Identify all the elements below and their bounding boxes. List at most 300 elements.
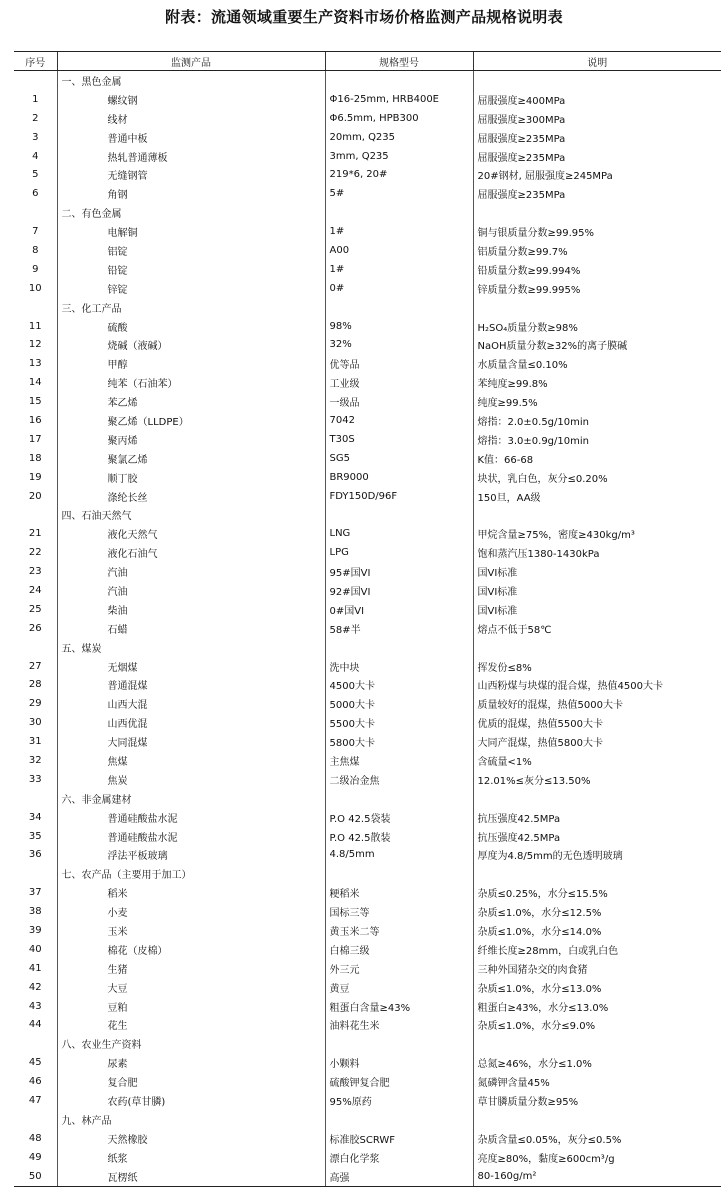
section-name: 七、农产品（主要用于加工）: [57, 864, 325, 883]
product-name: 山西大混: [57, 694, 325, 713]
product-spec: 32%: [325, 335, 473, 354]
product-name: 汽油: [57, 581, 325, 600]
row-number: 1: [32, 93, 39, 105]
section-spec-cell: [325, 203, 473, 222]
table-row: [14, 921, 721, 940]
table-row: [14, 562, 721, 581]
row-number: 46: [28, 1076, 42, 1088]
section-no-cell: [14, 1110, 57, 1129]
product-note: 大同产混煤，热值5800大卡: [473, 732, 721, 751]
row-number: 14: [28, 377, 42, 389]
row-number: 31: [28, 736, 42, 748]
section-name: 三、化工产品: [57, 298, 325, 317]
row-number: 48: [28, 1132, 42, 1144]
product-spec: 5500大卡: [325, 713, 473, 732]
row-number: 50: [14, 1167, 57, 1186]
row-number: 42: [28, 981, 42, 993]
section-no-cell: [14, 1034, 57, 1053]
section-spec-cell: [325, 1034, 473, 1053]
table-row: [14, 978, 721, 997]
product-spec: 白棉三级: [325, 940, 473, 959]
table-row: [14, 392, 721, 411]
row-number: 20: [28, 490, 42, 502]
product-spec: 主焦煤: [325, 751, 473, 770]
product-note: 锌质量分数≥99.995%: [473, 279, 721, 298]
product-note: 氮磷钾含量45%: [473, 1072, 721, 1091]
section-name: 六、非金属建材: [57, 789, 325, 808]
product-name: 螺纹钢: [57, 90, 325, 109]
section-row: [14, 505, 721, 524]
product-spec: 5#: [325, 184, 473, 203]
product-note: 熔指：2.0±0.5g/10min: [473, 411, 721, 430]
product-name: 大豆: [57, 978, 325, 997]
product-note: 铅质量分数≥99.994%: [473, 260, 721, 279]
product-spec: Φ16-25mm, HRB400E: [325, 90, 473, 109]
row-number: 47: [28, 1095, 42, 1107]
product-name: 电解铜: [57, 222, 325, 241]
product-note: 山西粉煤与块煤的混合煤，热值4500大卡: [473, 676, 721, 695]
row-number: 19: [28, 471, 42, 483]
table-row: [14, 1129, 721, 1148]
product-spec: BR9000: [325, 468, 473, 487]
table-row: [14, 997, 721, 1016]
section-note-cell: [473, 1110, 721, 1129]
table-row: [14, 1053, 721, 1072]
product-spec: 标准胶SCRWF: [325, 1129, 473, 1148]
section-no-cell: [14, 71, 57, 90]
table-row: [14, 543, 721, 562]
product-name: 玉米: [57, 921, 325, 940]
section-no-cell: [14, 638, 57, 657]
table-row: [14, 373, 721, 392]
product-spec: 黄玉米二等: [325, 921, 473, 940]
product-spec: 小颗料: [325, 1053, 473, 1072]
row-number: 11: [28, 320, 42, 332]
header-no: 序号: [14, 52, 57, 71]
product-spec: 洗中块: [325, 657, 473, 676]
table-row: [14, 430, 721, 449]
product-spec: P.O 42.5散装: [325, 827, 473, 846]
product-spec: 4500大卡: [325, 676, 473, 695]
row-number: 17: [28, 433, 42, 445]
table-row: [14, 657, 721, 676]
product-note: 粗蛋白≥43%，水分≤13.0%: [473, 997, 721, 1016]
table-row: [14, 827, 721, 846]
product-spec: 92#国VI: [325, 581, 473, 600]
product-spec: LPG: [325, 543, 473, 562]
row-number: 29: [28, 698, 42, 710]
product-note: 抗压强度42.5MPa: [473, 827, 721, 846]
product-note: 含硫量<1%: [473, 751, 721, 770]
table-row: [14, 1167, 721, 1186]
product-spec: LNG: [325, 524, 473, 543]
product-note: 屈服强度≥235MPa: [473, 184, 721, 203]
product-note: 饱和蒸汽压1380-1430kPa: [473, 543, 721, 562]
product-note: 厚度为4.8/5mm的无色透明玻璃: [473, 846, 721, 865]
table-body: [14, 71, 721, 1187]
table-row: [14, 128, 721, 147]
section-row: [14, 298, 721, 317]
section-note-cell: [473, 864, 721, 883]
section-name: 八、农业生产资料: [57, 1034, 325, 1053]
row-number: 3: [32, 131, 39, 143]
table-row: [14, 770, 721, 789]
product-name: 顺丁胶: [57, 468, 325, 487]
product-note: H₂SO₄质量分数≥98%: [473, 317, 721, 336]
product-name: 汽油: [57, 562, 325, 581]
row-number: 23: [28, 566, 42, 578]
table-row: [14, 600, 721, 619]
row-number: 21: [28, 528, 42, 540]
product-note: 抗压强度42.5MPa: [473, 808, 721, 827]
product-spec: T30S: [325, 430, 473, 449]
product-note: 杂质≤0.25%，水分≤15.5%: [473, 883, 721, 902]
row-number: 37: [28, 887, 42, 899]
row-number: 22: [28, 547, 42, 559]
table-header-row: [14, 52, 721, 71]
product-note: 优质的混煤，热值5500大卡: [473, 713, 721, 732]
product-note: 挥发份≤8%: [473, 657, 721, 676]
row-number: 25: [28, 603, 42, 615]
table-row: [14, 1072, 721, 1091]
product-note: 12.01%≤灰分≤13.50%: [473, 770, 721, 789]
table-row: [14, 1091, 721, 1110]
section-spec-cell: [325, 789, 473, 808]
table-row: [14, 487, 721, 506]
product-note: 屈服强度≥235MPa: [473, 147, 721, 166]
table-row: [14, 524, 721, 543]
section-spec-cell: [325, 505, 473, 524]
product-name: 普通混煤: [57, 676, 325, 695]
product-name: 铝锭: [57, 241, 325, 260]
row-number: 44: [28, 1019, 42, 1031]
section-spec-cell: [325, 638, 473, 657]
product-note: 国VI标准: [473, 600, 721, 619]
product-note: 国VI标准: [473, 581, 721, 600]
table-row: [14, 411, 721, 430]
section-spec-cell: [325, 71, 473, 90]
product-name: 焦煤: [57, 751, 325, 770]
product-name: 生猪: [57, 959, 325, 978]
section-row: [14, 864, 721, 883]
table-row: [14, 222, 721, 241]
product-spec: 漂白化学浆: [325, 1148, 473, 1167]
row-number: 4: [32, 150, 39, 162]
product-note: 块状，乳白色，灰分≤0.20%: [473, 468, 721, 487]
product-spec: 95#国VI: [325, 562, 473, 581]
product-spec: 4.8/5mm: [325, 846, 473, 865]
product-note: 屈服强度≥235MPa: [473, 128, 721, 147]
section-note-cell: [473, 71, 721, 90]
row-number: 43: [28, 1000, 42, 1012]
product-name: 尿素: [57, 1053, 325, 1072]
product-spec: 粳稻米: [325, 883, 473, 902]
table-row: [14, 279, 721, 298]
row-number: 45: [28, 1057, 42, 1069]
section-note-cell: [473, 789, 721, 808]
table-row: [14, 694, 721, 713]
product-name: 铅锭: [57, 260, 325, 279]
section-no-cell: [14, 203, 57, 222]
header-product: 监测产品: [57, 52, 325, 71]
table-row: [14, 846, 721, 865]
row-number: 6: [32, 188, 39, 200]
section-note-cell: [473, 505, 721, 524]
product-name: 硫酸: [57, 317, 325, 336]
table-row: [14, 676, 721, 695]
row-number: 12: [28, 339, 42, 351]
product-spec: 0#国VI: [325, 600, 473, 619]
section-spec-cell: [325, 1110, 473, 1129]
table-row: [14, 883, 721, 902]
product-note: 熔指：3.0±0.9g/10min: [473, 430, 721, 449]
product-note: 三种外国猪杂交的肉食猪: [473, 959, 721, 978]
table-row: [14, 1016, 721, 1035]
product-note: 80-160g/m²: [473, 1167, 721, 1186]
section-name: 九、林产品: [57, 1110, 325, 1129]
product-name: 小麦: [57, 902, 325, 921]
table-row: [14, 90, 721, 109]
row-number: 7: [32, 226, 39, 238]
page-title: 附表：流通领域重要生产资料市场价格监测产品规格说明表: [165, 8, 563, 26]
row-number: 27: [28, 660, 42, 672]
product-note: 150旦，AA级: [473, 487, 721, 506]
table-row: [14, 751, 721, 770]
section-row: [14, 638, 721, 657]
table-row: [14, 581, 721, 600]
section-name: 五、煤炭: [57, 638, 325, 657]
product-note: 熔点不低于58℃: [473, 619, 721, 638]
table-row: [14, 468, 721, 487]
product-spec: 219*6, 20#: [325, 165, 473, 184]
product-name: 液化天然气: [57, 524, 325, 543]
row-number: 26: [28, 622, 42, 634]
row-number: 16: [28, 414, 42, 426]
product-note: K值：66-68: [473, 449, 721, 468]
product-name: 无缝钢管: [57, 165, 325, 184]
product-spec: 1#: [325, 260, 473, 279]
product-note: 20#钢材, 屈服强度≥245MPa: [473, 165, 721, 184]
product-note: 杂质≤1.0%，水分≤13.0%: [473, 978, 721, 997]
product-name: 大同混煤: [57, 732, 325, 751]
section-spec-cell: [325, 864, 473, 883]
product-name: 线材: [57, 109, 325, 128]
product-spec: 58#半: [325, 619, 473, 638]
table-row: [14, 713, 721, 732]
product-name: 角钢: [57, 184, 325, 203]
table-row: [14, 184, 721, 203]
product-name: 复合肥: [57, 1072, 325, 1091]
product-spec: 5800大卡: [325, 732, 473, 751]
table-row: [14, 147, 721, 166]
row-number: 41: [28, 962, 42, 974]
product-name: 焦炭: [57, 770, 325, 789]
row-number: 40: [28, 943, 42, 955]
row-number: 9: [32, 263, 39, 275]
product-name: 液化石油气: [57, 543, 325, 562]
section-note-cell: [473, 298, 721, 317]
product-spec: 98%: [325, 317, 473, 336]
product-spec: 优等品: [325, 354, 473, 373]
header-note: 说明: [473, 52, 721, 71]
product-spec: 1#: [325, 222, 473, 241]
table-row: [14, 449, 721, 468]
section-row: [14, 203, 721, 222]
table-row: [14, 335, 721, 354]
section-row: [14, 1110, 721, 1129]
section-no-cell: [14, 864, 57, 883]
product-name: 聚丙烯: [57, 430, 325, 449]
section-row: [14, 1034, 721, 1053]
table-row: [14, 619, 721, 638]
product-note: 总氮≥46%，水分≤1.0%: [473, 1053, 721, 1072]
row-number: 8: [32, 244, 39, 256]
row-number: 28: [28, 679, 42, 691]
product-name: 豆粕: [57, 997, 325, 1016]
section-note-cell: [473, 203, 721, 222]
product-spec: 一级品: [325, 392, 473, 411]
table-row: [14, 902, 721, 921]
product-name: 苯乙烯: [57, 392, 325, 411]
product-name: 天然橡胶: [57, 1129, 325, 1148]
product-name: 聚氯乙烯: [57, 449, 325, 468]
section-name: 一、黑色金属: [57, 71, 325, 90]
table-row: [14, 317, 721, 336]
product-note: 纯度≥99.5%: [473, 392, 721, 411]
product-note: 甲烷含量≥75%，密度≥430kg/m³: [473, 524, 721, 543]
row-number: 5: [32, 169, 39, 181]
product-spec: A00: [325, 241, 473, 260]
row-number: 38: [28, 906, 42, 918]
product-spec: 外三元: [325, 959, 473, 978]
row-number: 36: [28, 849, 42, 861]
product-note: 杂质≤1.0%，水分≤9.0%: [473, 1016, 721, 1035]
row-number: 32: [28, 755, 42, 766]
product-name: 瓦楞纸: [57, 1167, 325, 1186]
product-name: 普通中板: [57, 128, 325, 147]
product-name: 甲醇: [57, 354, 325, 373]
product-note: 铝质量分数≥99.7%: [473, 241, 721, 260]
row-number: 10: [28, 282, 42, 294]
product-note: 杂质≤1.0%，水分≤12.5%: [473, 902, 721, 921]
product-note: 亮度≥80%，黏度≥600cm³/g: [473, 1148, 721, 1167]
product-name: 热轧普通薄板: [57, 147, 325, 166]
row-number: 33: [28, 773, 42, 785]
row-number: 15: [28, 396, 42, 408]
product-name: 山西优混: [57, 713, 325, 732]
product-note: 杂质含量≤0.05%，灰分≤0.5%: [473, 1129, 721, 1148]
product-spec: 工业级: [325, 373, 473, 392]
spec-table: [14, 51, 721, 1187]
product-spec: 3mm, Q235: [325, 147, 473, 166]
table-row: [14, 808, 721, 827]
table-row: [14, 959, 721, 978]
product-note: NaOH质量分数≥32%的离子膜碱: [473, 335, 721, 354]
product-spec: 5000大卡: [325, 694, 473, 713]
section-no-cell: [14, 505, 57, 524]
section-note-cell: [473, 638, 721, 657]
section-note-cell: [473, 1034, 721, 1053]
section-name: 二、有色金属: [57, 203, 325, 222]
row-number: 34: [28, 811, 42, 823]
section-spec-cell: [325, 298, 473, 317]
product-spec: SG5: [325, 449, 473, 468]
product-note: 铜与银质量分数≥99.95%: [473, 222, 721, 241]
table-row: [14, 109, 721, 128]
product-spec: 7042: [325, 411, 473, 430]
section-no-cell: [14, 298, 57, 317]
section-name: 四、石油天然气: [57, 505, 325, 524]
product-name: 普通硅酸盐水泥: [57, 827, 325, 846]
product-spec: 高强: [325, 1167, 473, 1186]
product-spec: Φ6.5mm, HPB300: [325, 109, 473, 128]
product-spec: 95%原药: [325, 1091, 473, 1110]
table-row: [14, 354, 721, 373]
table-row: [14, 732, 721, 751]
section-row: [14, 789, 721, 808]
product-spec: 硫酸钾复合肥: [325, 1072, 473, 1091]
product-name: 聚乙烯（LLDPE）: [57, 411, 325, 430]
table-row: [14, 165, 721, 184]
product-name: 稻米: [57, 883, 325, 902]
product-note: 水质量含量≤0.10%: [473, 354, 721, 373]
product-note: 苯纯度≥99.8%: [473, 373, 721, 392]
product-note: 杂质≤1.0%，水分≤14.0%: [473, 921, 721, 940]
row-number: 39: [28, 925, 42, 937]
product-spec: P.O 42.5袋装: [325, 808, 473, 827]
product-spec: 油料花生米: [325, 1016, 473, 1035]
product-note: 草甘膦质量分数≥95%: [473, 1091, 721, 1110]
product-spec: 0#: [325, 279, 473, 298]
product-name: 纯苯（石油苯）: [57, 373, 325, 392]
product-note: 质量较好的混煤，热值5000大卡: [473, 694, 721, 713]
row-number: 49: [28, 1151, 42, 1163]
table-row: [14, 940, 721, 959]
product-name: 锌锭: [57, 279, 325, 298]
product-name: 石蜡: [57, 619, 325, 638]
product-name: 浮法平板玻璃: [57, 846, 325, 865]
product-name: 花生: [57, 1016, 325, 1035]
header-spec: 规格型号: [325, 52, 473, 71]
table-row: [14, 241, 721, 260]
row-number: 24: [28, 584, 42, 596]
product-note: 纤维长度≥28mm，白或乳白色: [473, 940, 721, 959]
row-number: 2: [32, 112, 39, 124]
row-number: 13: [28, 358, 42, 370]
product-spec: FDY150D/96F: [325, 487, 473, 506]
product-name: 柴油: [57, 600, 325, 619]
row-number: 35: [28, 830, 42, 842]
product-name: 涤纶长丝: [57, 487, 325, 506]
product-name: 棉花（皮棉）: [57, 940, 325, 959]
row-number: 18: [28, 452, 42, 464]
product-name: 烧碱（液碱）: [57, 335, 325, 354]
product-note: 屈服强度≥400MPa: [473, 90, 721, 109]
product-spec: 黄豆: [325, 978, 473, 997]
row-number: 30: [28, 717, 42, 729]
product-name: 纸浆: [57, 1148, 325, 1167]
product-spec: 二级冶金焦: [325, 770, 473, 789]
product-spec: 国标三等: [325, 902, 473, 921]
table-row: [14, 260, 721, 279]
product-name: 普通硅酸盐水泥: [57, 808, 325, 827]
product-name: 无烟煤: [57, 657, 325, 676]
product-note: 国VI标准: [473, 562, 721, 581]
product-note: 屈服强度≥300MPa: [473, 109, 721, 128]
product-name: 农药(草甘膦): [57, 1091, 325, 1110]
table-row: [14, 1148, 721, 1167]
section-row: [14, 71, 721, 90]
